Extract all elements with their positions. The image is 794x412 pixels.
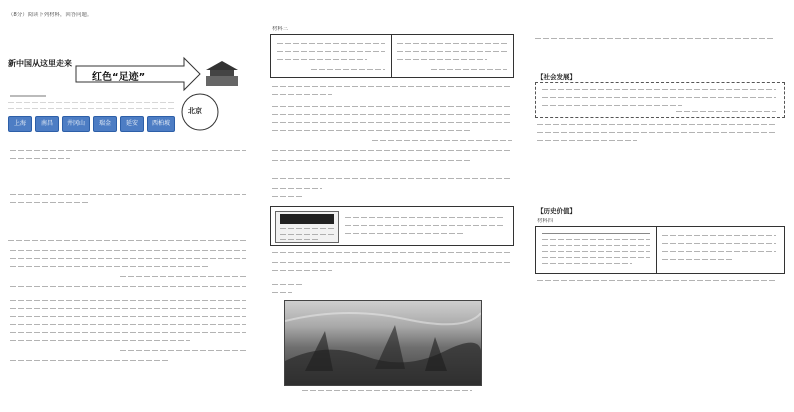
stop-node: 瑞金: [93, 116, 117, 132]
exam-page-left: [0, 0, 262, 412]
exam-page-middle: [262, 0, 527, 412]
diagram-title: 新中国从这里走来: [8, 59, 72, 68]
section-header: 【历史价值】: [537, 207, 576, 215]
historical-painting: [284, 300, 482, 386]
stop-node: 南昌: [35, 116, 59, 132]
beijing-label: 北京: [188, 107, 202, 115]
dashed-material-box: [535, 82, 785, 118]
source-label: 材料三: [272, 26, 289, 32]
tiananmen-icon: [202, 58, 242, 88]
route-banner: 红色“足迹”: [92, 72, 146, 83]
question-intro-line: （8分）阅读下列材料，回答问题。: [8, 12, 93, 18]
stop-node: 延安: [120, 116, 144, 132]
stop-node: 上海: [8, 116, 32, 132]
section-header: 【社会发展】: [537, 73, 576, 81]
exam-page-right: [527, 0, 794, 412]
document-table: [535, 226, 785, 274]
route-diagram: [6, 54, 256, 134]
quote-table: [270, 34, 514, 78]
source-label: 材料四: [537, 218, 554, 224]
stop-node: 西柏坡: [147, 116, 175, 132]
stop-node: 井冈山: [62, 116, 90, 132]
newspaper-masthead: [275, 211, 339, 243]
newspaper-clipping: [270, 206, 514, 246]
